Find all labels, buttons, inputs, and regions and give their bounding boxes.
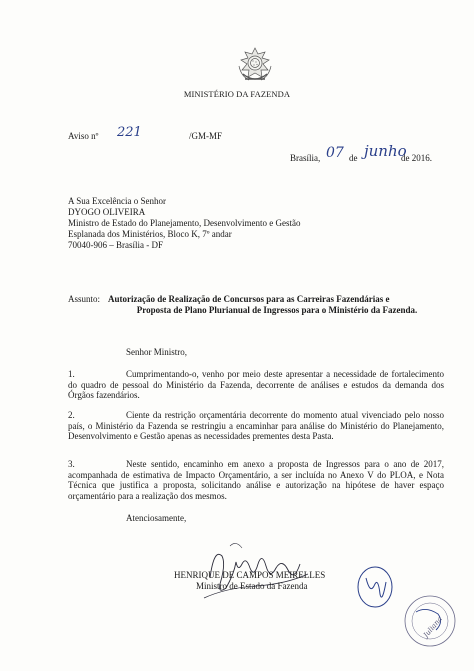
- aviso-number: 221: [117, 125, 142, 140]
- paragraph-3: [68, 459, 444, 501]
- signatory-name: HENRIQUE DE CAMPOS MEIRELLES: [174, 570, 326, 580]
- recipient-name: DYOGO OLIVEIRA: [68, 207, 146, 217]
- date-month: junho: [364, 142, 407, 160]
- ministry-heading: MINISTÉRIO DA FAZENDA: [183, 89, 291, 99]
- paragraph-text: Neste sentido, encaminho em anexo a proposta de Ingressos para o ano de 2017, acompanhada de estimativa de Impacto Orçamentário, a ser incluída no Anexo V do PLOA, e Nota Técnica que justifica a proposta, solicitando análise e autorização na hipótese de haver espaço orçamentário para a realização dos mesmos.: [68, 459, 444, 501]
- recipient-line: Esplanada dos Ministérios, Bloco K, 7º andar: [68, 229, 232, 239]
- paragraph-2: [68, 410, 444, 442]
- initials-mark: [354, 564, 396, 610]
- signatory-title: Ministro de Estado da Fazenda: [196, 581, 308, 591]
- subject-line-1: Autorização de Realização de Concursos para as Carreiras Fazendárias e: [108, 294, 390, 304]
- closing: Atenciosamente,: [126, 513, 187, 523]
- subject-line-2: Proposta de Plano Plurianual de Ingressos para o Ministério da Fazenda.: [136, 305, 418, 315]
- paragraph-text: Cumprimentando-o, venho por meio deste apresentar a necessidade de fortalecimento do quadro de pessoal do Ministério da Fazenda, decorrente de análises e estudos da demanda dos Órgãos fazendários.: [68, 369, 444, 401]
- date-day: 07: [326, 145, 344, 161]
- recipient-line: Ministro de Estado do Planejamento, Desenvolvimento e Gestão: [68, 218, 301, 228]
- paragraph-number: 3.: [68, 459, 75, 469]
- recipient-line: 70040-906 – Brasília - DF: [68, 240, 163, 250]
- subject-text: [108, 294, 446, 316]
- subject-label: Assunto:: [68, 294, 101, 304]
- received-stamp: [400, 592, 460, 650]
- paragraph-1: [68, 369, 444, 401]
- aviso-suffix: /GM-MF: [189, 131, 223, 141]
- recipient-line: A Sua Excelência o Senhor: [68, 196, 166, 206]
- paragraph-text: Ciente da restrição orçamentária decorrente do momento atual vivenciado pelo nosso país, o Ministério da Fazenda se restringiu a encaminhar para análise do Ministério do Planejamento, Desenvolvimento e Gestão apenas as necessidades prementes desta Pasta.: [68, 410, 444, 442]
- paragraph-number: 2.: [68, 410, 75, 420]
- stamp-text: Juliana: [422, 615, 444, 640]
- salutation: Senhor Ministro,: [126, 347, 188, 357]
- paragraph-number: 1.: [68, 369, 75, 379]
- date-city: Brasília,: [290, 153, 321, 163]
- brazil-coat-of-arms-icon: [235, 46, 275, 86]
- aviso-label: Aviso nº: [68, 131, 99, 141]
- date-de: de: [349, 153, 358, 163]
- date-year: de 2016.: [401, 153, 432, 163]
